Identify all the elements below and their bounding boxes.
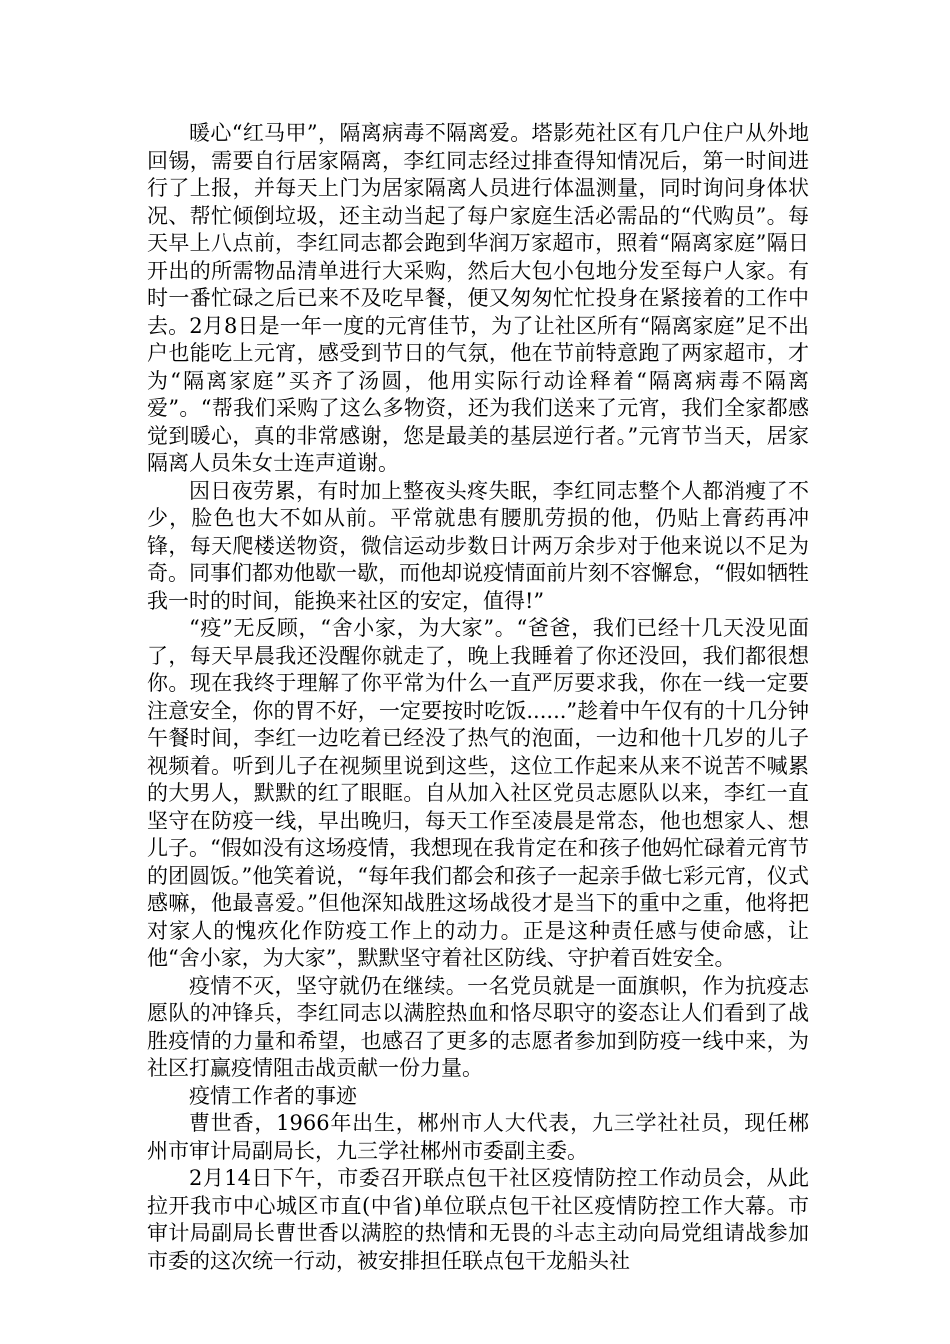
paragraph-mobilization: 2月14日下午，市委召开联点包干社区疫情防控工作动员会，从此拉开我市中心城区市直(中省)单位联点包干社区疫情防控工作大幕。市审计局副局长曹世香以满腔的热情和无畏的斗志主动向局党组请战参加市委的这次统一行动，被安排担任联点包干龙船头社 xyxy=(147,1166,809,1273)
paragraph-perseverance: 疫情不灭，坚守就仍在继续。一名党员就是一面旗帜，作为抗疫志愿队的冲锋兵，李红同志以满腔热血和恪尽职守的姿态让人们看到了战胜疫情的力量和希望，也感召了更多的志愿者参加到防疫一线中来，为社区打赢疫情阻击战贡献一份力量。 xyxy=(147,973,809,1080)
paragraph-biography: 曹世香，1966年出生，郴州市人大代表，九三学社社员，现任郴州市审计局副局长，九三学社郴州市委副主委。 xyxy=(147,1111,809,1163)
paragraph-exhaustion: 因日夜劳累，有时加上整夜头疼失眠，李红同志整个人都消瘦了不少，脸色也大不如从前。平常就患有腰肌劳损的他，仍贴上膏药再冲锋，每天爬楼送物资，微信运动步数日计两万余步对于他来说以不足为奇。同事们都劝他歇一歇，而他却说疫情面前片刻不容懈怠，“假如牺牲我一时的时间，能换来社区的安定，值得!” xyxy=(147,478,809,613)
paragraph-warm-heart: 暖心“红马甲”，隔离病毒不隔离爱。塔影苑社区有几户住户从外地回锡，需要自行居家隔离，李红同志经过排查得知情况后，第一时间进行了上报，并每天上门为居家隔离人员进行体温测量，同时询问身体状况、帮忙倾倒垃圾，还主动当起了每户家庭生活必需品的“代购员”。每天早上八点前，李红同志都会跑到华润万家超市，照着“隔离家庭”隔日开出的所需物品清单进行大采购，然后大包小包地分发至每户人家。有时一番忙碌之后已来不及吃早餐，便又匆匆忙忙投身在紧接着的工作中去。2月8日是一年一度的元宵佳节，为了让社区所有“隔离家庭”足不出户也能吃上元宵，感受到节日的气氛，他在节前特意跑了两家超市，才为“隔离家庭”买齐了汤圆，他用实际行动诠释着“隔离病毒不隔离爱”。“帮我们采购了这么多物资，还为我们送来了元宵，我们全家都感觉到暖心，真的非常感谢，您是最美的基层逆行者。”元宵节当天，居家隔离人员朱女士连声道谢。 xyxy=(147,121,809,475)
document-body xyxy=(147,120,809,1275)
section-heading: 疫情工作者的事迹 xyxy=(189,1083,357,1108)
paragraph-family-sacrifice: “疫”无反顾，“舍小家，为大家”。“爸爸，我们已经十几天没见面了，每天早晨我还没醒你就走了，晚上我睡着了你还没回，我们都很想你。现在我终于理解了你平常为什么一直严厉要求我，你在一线一定要注意安全，你的胃不好，一定要按时吃饭......”趁着中午仅有的十几分钟午餐时间，李红一边吃着已经没了热气的泡面，一边和他十几岁的儿子视频着。听到儿子在视频里说到这些，这位工作起来从来不说苦不喊累的大男人，默默的红了眼眶。自从加入社区党员志愿队以来，李红一直坚守在防疫一线，早出晚归，每天工作至凌晨是常态，他也想家人、想儿子。“假如没有这场疫情，我想现在我肯定在和孩子他妈忙碌着元宵节的团圆饭。”他笑着说，“每年我们都会和孩子一起亲手做七彩元宵，仪式感嘛，他最喜爱。”但他深知战胜这场战役才是当下的重中之重，他将把对家人的愧疚化作防疫工作上的动力。正是这种责任感与使命感，让他“舍小家，为大家”，默默坚守着社区防线、守护着百姓安全。 xyxy=(147,616,809,970)
